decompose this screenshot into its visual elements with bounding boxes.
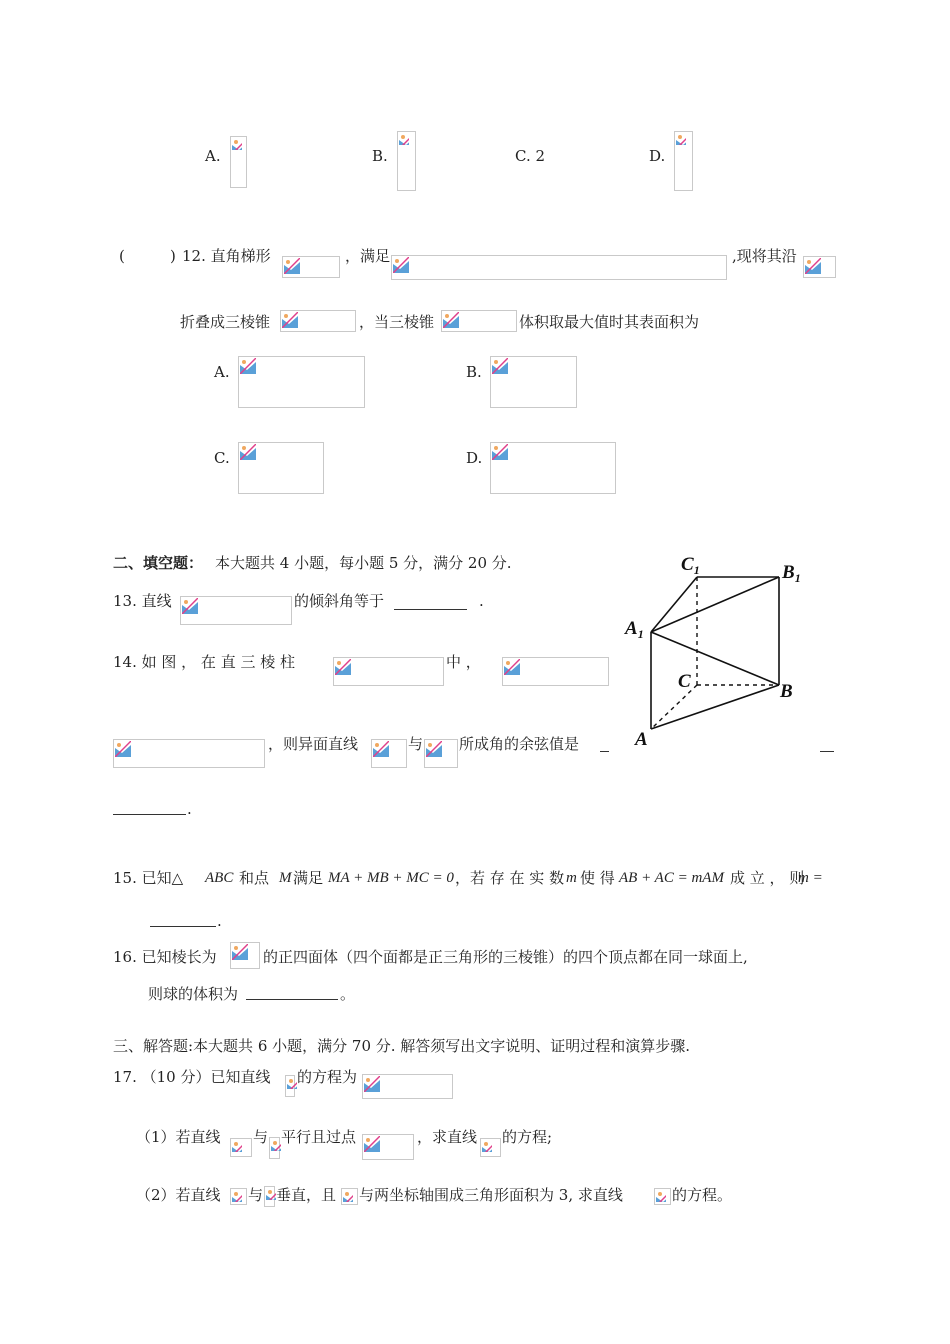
q12-option-a-image xyxy=(238,356,365,408)
q12-stem-4: 折叠成三棱锥 xyxy=(180,313,271,331)
label-c: C xyxy=(678,671,691,692)
q15-answer-blank[interactable] xyxy=(150,926,216,927)
q17-p2-b: 与 xyxy=(248,1186,264,1204)
broken-image-icon xyxy=(805,258,821,274)
broken-image-icon xyxy=(364,1076,380,1092)
q14-image-line-1 xyxy=(371,739,407,768)
q17-p1-image-point xyxy=(362,1134,414,1160)
q14-line2-a: ，则异面直线 xyxy=(268,735,359,753)
q15-line1-b: 和点 xyxy=(239,869,270,887)
q17-p2-image-l1 xyxy=(264,1186,275,1207)
label-a1: $A_1$ xyxy=(625,618,644,641)
q12-option-d-image xyxy=(490,442,616,494)
broken-image-icon xyxy=(232,944,248,960)
q17-stem-a: 17. （10 分）已知直线 xyxy=(113,1068,271,1086)
q14-image-condition-1 xyxy=(502,657,609,686)
q11-option-d-image xyxy=(674,131,693,191)
q15-m-equals: m = xyxy=(798,870,823,886)
prism-figure xyxy=(620,548,820,753)
broken-image-icon xyxy=(426,741,442,757)
broken-image-icon xyxy=(266,1188,276,1200)
q12-image-pyramid-2 xyxy=(441,310,517,332)
q17-p1-c: 平行且过点 xyxy=(281,1128,357,1146)
q14-end: . xyxy=(187,800,192,818)
q11-option-b-label: B. xyxy=(372,147,388,165)
q13-pre: 13. 直线 xyxy=(113,592,172,610)
broken-image-icon xyxy=(282,312,298,328)
broken-image-icon xyxy=(232,1190,242,1202)
q17-p1-d: ，求直线 xyxy=(417,1128,478,1146)
q17-p2-image-l3 xyxy=(230,1188,247,1205)
broken-image-icon xyxy=(287,1077,297,1089)
broken-image-icon xyxy=(182,598,198,614)
q17-p1-b: 与 xyxy=(253,1128,269,1146)
label-b1: $B_1$ xyxy=(782,562,801,585)
q12-image-condition xyxy=(391,255,727,280)
q17-p2-a: （2）若直线 xyxy=(136,1186,221,1204)
q14-answer-blank-end[interactable] xyxy=(820,751,834,752)
q12-stem-5: ，当三棱锥 xyxy=(359,313,435,331)
q17-image-l1-equation xyxy=(362,1074,453,1099)
section2-desc: 本大题共 4 小题，每小题 5 分，满分 20 分. xyxy=(215,554,512,572)
q16-answer-blank[interactable] xyxy=(246,999,338,1000)
q15-line1-e: 使 得 xyxy=(580,869,615,887)
q11-option-b-image xyxy=(397,131,416,191)
edge-a1b xyxy=(651,632,779,685)
q14-line2-c: 所成角的余弦值是 xyxy=(459,735,580,753)
q15-line1-a: 15. 已知△ xyxy=(113,869,184,887)
q17-p2-d: 与两坐标轴围成三角形面积为 3, 求直线 xyxy=(359,1186,623,1204)
section3-heading: 三、解答题:本大题共 6 小题，满分 70 分. 解答须写出文字说明、证明过程和演算步骤. xyxy=(113,1037,691,1055)
label-a: A xyxy=(635,729,648,750)
q17-p2-e: 的方程。 xyxy=(672,1186,733,1204)
q14-answer-blank-start[interactable] xyxy=(600,751,609,752)
q12-paren-open: ( xyxy=(119,247,125,265)
q14-image-line-2 xyxy=(424,739,458,768)
broken-image-icon xyxy=(343,1190,353,1202)
q11-option-d-label: D. xyxy=(649,147,666,165)
broken-image-icon xyxy=(232,138,242,150)
q15-line1-c: 满足 xyxy=(293,869,324,887)
q15-end: . xyxy=(217,912,222,930)
q12-image-pyramid-1 xyxy=(280,310,356,332)
q17-p2-image-l3b xyxy=(341,1188,358,1205)
broken-image-icon xyxy=(492,358,508,374)
label-c1: $C_1$ xyxy=(681,554,700,577)
edge-a1c1 xyxy=(651,577,697,632)
q15-line1-d: ，若 存 在 实 数 xyxy=(455,869,565,887)
q13-answer-blank[interactable] xyxy=(394,609,467,610)
q15-line1-f: 成 立 ， 则 xyxy=(730,869,805,887)
q11-option-a-label: A. xyxy=(205,147,221,165)
q15-var-m: m xyxy=(566,870,577,886)
q12-option-c-image xyxy=(238,442,324,494)
q12-option-d-label: D. xyxy=(466,449,483,467)
broken-image-icon xyxy=(656,1190,666,1202)
q13-image-line xyxy=(180,596,292,625)
q12-option-a-label: A. xyxy=(214,363,230,381)
q12-paren-close: ) xyxy=(170,247,176,265)
broken-image-icon xyxy=(504,659,520,675)
q14-mid: 中 ， xyxy=(446,653,481,671)
q17-stem-b: 的方程为 xyxy=(297,1068,358,1086)
q16-post: 的正四面体（四个面都是正三角形的三棱锥）的四个顶点都在同一球面上, xyxy=(263,948,748,966)
q17-image-l1 xyxy=(285,1075,295,1097)
q12-option-b-image xyxy=(490,356,577,408)
q14-answer-blank-cont[interactable] xyxy=(113,814,186,815)
q15-abc: ABC xyxy=(205,870,234,886)
broken-image-icon xyxy=(373,741,389,757)
broken-image-icon xyxy=(443,312,459,328)
q16-image-edge-length xyxy=(230,942,260,969)
q15-point-m: M xyxy=(279,870,292,886)
q17-p1-a: （1）若直线 xyxy=(136,1128,221,1146)
broken-image-icon xyxy=(492,444,508,460)
q17-p1-image-l2 xyxy=(230,1138,252,1157)
q12-image-trapezoid xyxy=(282,256,340,278)
broken-image-icon xyxy=(393,257,409,273)
broken-image-icon xyxy=(232,1140,242,1152)
q17-p1-image-l2b xyxy=(480,1138,501,1157)
broken-image-icon xyxy=(364,1136,380,1152)
broken-image-icon xyxy=(676,133,686,145)
q17-p2-image-l3c xyxy=(654,1188,671,1205)
q12-option-b-label: B. xyxy=(466,363,482,381)
q14-line2-b: 与 xyxy=(408,735,424,753)
q14-image-condition-2 xyxy=(113,739,265,768)
broken-image-icon xyxy=(399,133,409,145)
q13-post: 的倾斜角等于 xyxy=(294,592,385,610)
q12-stem-2: ，满足 xyxy=(345,247,391,265)
q17-p1-image-l1 xyxy=(269,1137,280,1159)
q16-pre: 16. 已知棱长为 xyxy=(113,948,217,966)
q11-option-a-image xyxy=(230,136,247,188)
q12-stem-3: ,现将其沿 xyxy=(732,247,797,265)
q12-option-c-label: C. xyxy=(214,449,230,467)
q16-end: 。 xyxy=(340,985,356,1003)
edge-a1b1 xyxy=(651,577,779,632)
edge-ab xyxy=(651,685,779,729)
broken-image-icon xyxy=(482,1140,492,1152)
q17-p2-c: 垂直，且 xyxy=(276,1186,337,1204)
broken-image-icon xyxy=(284,258,300,274)
q12-image-fold-line xyxy=(803,256,836,278)
q15-vector-eq-2: AB + AC = mAM xyxy=(619,870,724,886)
section2-heading: 二、填空题： xyxy=(113,554,204,572)
q14-image-prism xyxy=(333,657,444,686)
q17-p1-e: 的方程; xyxy=(502,1128,553,1146)
broken-image-icon xyxy=(271,1139,281,1151)
q16-line2: 则球的体积为 xyxy=(148,985,239,1003)
broken-image-icon xyxy=(240,444,256,460)
q13-end: . xyxy=(479,592,484,610)
q15-vector-eq-1: MA + MB + MC = 0 xyxy=(328,870,454,886)
broken-image-icon xyxy=(115,741,131,757)
label-b: B xyxy=(780,681,793,702)
broken-image-icon xyxy=(240,358,256,374)
q12-stem-6: 体积取最大值时其表面积为 xyxy=(519,313,700,331)
q12-stem-1: 12. 直角梯形 xyxy=(182,247,271,265)
q14-pre: 14. 如 图 ， 在 直 三 棱 柱 xyxy=(113,653,296,671)
broken-image-icon xyxy=(335,659,351,675)
q11-option-c: C. 2 xyxy=(515,147,546,165)
